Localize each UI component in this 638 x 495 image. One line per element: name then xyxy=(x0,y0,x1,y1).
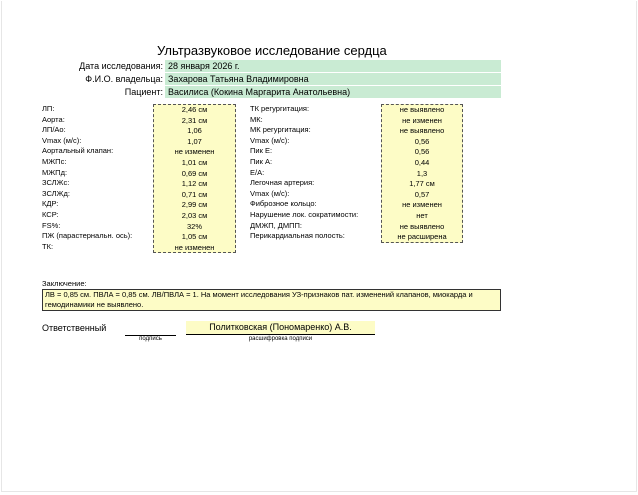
right-value: не изменен xyxy=(402,115,442,125)
left-label: ЗСЛЖд: xyxy=(42,188,70,198)
right-labels xyxy=(250,104,358,242)
left-value: 1,07 xyxy=(187,136,202,146)
right-label: МК регургитация: xyxy=(250,125,311,135)
left-value: 2,31 см xyxy=(181,115,208,125)
left-value: не изменен xyxy=(174,147,215,157)
right-value: не расширена xyxy=(397,232,447,242)
left-value: 2,46 см xyxy=(181,105,208,114)
right-label: ТК регургитация: xyxy=(250,104,310,113)
left-value: 2,03 см xyxy=(181,210,208,220)
left-value: не изменен xyxy=(174,242,215,252)
left-labels xyxy=(42,104,132,252)
right-value: 0,57 xyxy=(414,189,430,199)
page-title: Ультразвуковое исследование сердца xyxy=(157,43,387,58)
owner-name-label: Ф.И.О. владельца: xyxy=(85,74,163,84)
right-label: Нарушение лок. сократимости: xyxy=(250,209,359,219)
left-value: 0,71 см xyxy=(181,189,208,199)
left-label: Аорта: xyxy=(42,114,65,124)
right-label: Vmax (м/с): xyxy=(250,135,290,145)
exam-date-label: Дата исследования: xyxy=(79,61,163,71)
left-label: Vmax (м/с): xyxy=(42,135,82,145)
left-label: FS%: xyxy=(42,220,61,230)
left-label: ЛП/Ао: xyxy=(42,125,66,135)
left-label: МЖПд: xyxy=(42,167,68,177)
right-label: Е/А: xyxy=(250,167,265,177)
right-label: Vmax (м/с): xyxy=(250,188,290,198)
left-label: Аортальный клапан: xyxy=(42,146,114,156)
right-value: 1,3 xyxy=(416,168,428,178)
right-value: не выявлено xyxy=(399,105,445,114)
right-values-box xyxy=(381,104,463,243)
patient-value: Василиса (Кокина Маргарита Анатольевна) xyxy=(165,86,501,98)
right-value: 0,56 xyxy=(414,136,430,146)
right-value: не изменен xyxy=(402,200,442,210)
exam-date-value: 28 января 2026 г. xyxy=(165,60,501,72)
right-label: МК: xyxy=(250,114,263,124)
left-value: 1,06 xyxy=(187,126,202,136)
responsible-label: Ответственный xyxy=(42,323,107,333)
owner-name-value: Захарова Татьяна Владимировна xyxy=(165,73,501,85)
right-value: 1,77 см xyxy=(409,179,435,189)
left-label: ЛП: xyxy=(42,104,55,113)
left-label: ЗСЛЖс: xyxy=(42,178,70,188)
left-value: 1,05 см xyxy=(181,232,208,242)
right-value: 0,44 xyxy=(414,157,430,167)
left-label: ТК: xyxy=(42,241,54,251)
left-label: ПЖ (парастернальн. ось): xyxy=(42,231,133,241)
right-value: нет xyxy=(416,210,428,220)
right-label: Пик Е: xyxy=(250,146,273,156)
name-caption: расшифровка подписи xyxy=(248,336,313,342)
left-value: 1,01 см xyxy=(181,157,208,167)
right-value: 0,56 xyxy=(414,147,430,157)
right-label: Пик А: xyxy=(250,156,273,166)
right-value: не выявлено xyxy=(399,126,445,136)
responsible-name: Политковская (Пономаренко) А.В. xyxy=(186,321,375,335)
right-label: ДМЖП, ДМПП: xyxy=(250,220,303,230)
right-value: не выявлено xyxy=(399,221,445,231)
left-label: КСР: xyxy=(42,209,59,219)
left-label: МЖПс: xyxy=(42,156,67,166)
left-value: 0,69 см xyxy=(181,168,208,178)
left-value: 2,99 см xyxy=(181,200,208,210)
conclusion-text: ЛВ = 0,85 см. ПВЛА = 0,85 см. ЛВ/ПВЛА = 1. На момент исследования УЗ-признаков пат. изменений клапанов, миокарда и гемодинамики не выявлено. xyxy=(42,289,501,311)
left-value: 1,12 см xyxy=(181,179,208,189)
patient-label: Пациент: xyxy=(124,87,163,97)
right-label: Легочная артерия: xyxy=(250,178,315,188)
left-values-box xyxy=(153,104,236,253)
left-label: КДР: xyxy=(42,199,59,209)
left-value: 32% xyxy=(186,221,202,231)
right-label: Фиброзное кольцо: xyxy=(250,199,317,209)
conclusion-label: Заключение: xyxy=(42,279,87,288)
signature-caption: подпись xyxy=(139,336,162,342)
right-label: Перикардиальная полость: xyxy=(250,231,345,241)
